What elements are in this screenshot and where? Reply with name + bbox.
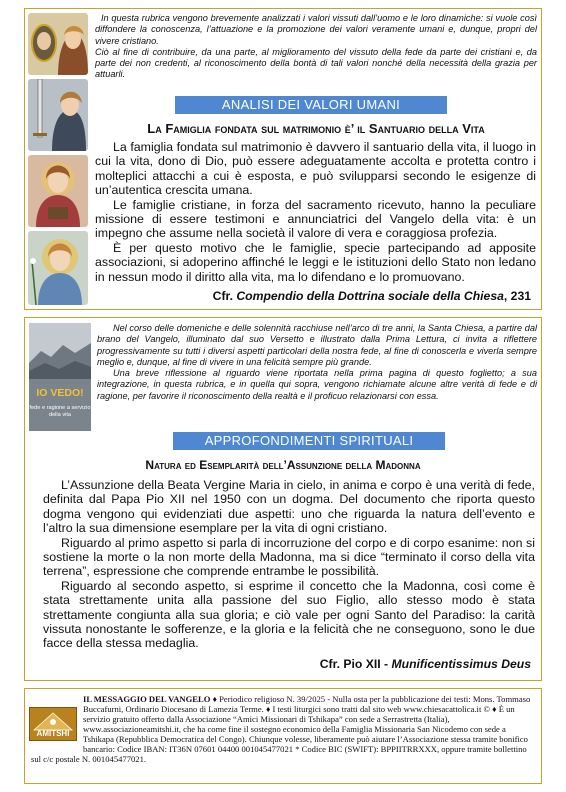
article-body <box>95 140 536 284</box>
logo-subtitle: fede e ragione a servizio della vita <box>29 405 91 418</box>
body-paragraph: È per questo motivo che le famiglie, specie partecipando ad apposite associazioni, si adoperino affinché le leggi e le istituzioni dello Stato non ledano in nessun modo il diritto alla vita, ma lo difendano e lo promuovano. <box>95 240 536 284</box>
logo-text: AMITSHI <box>36 729 70 738</box>
intro-text <box>95 13 537 81</box>
saint-image-mirror <box>28 13 88 75</box>
publication-footer <box>24 688 542 784</box>
intro-text <box>97 323 537 402</box>
article-heading <box>91 121 541 137</box>
intro-paragraph: In questa rubrica vengono brevemente analizzati i valori vissuti dall’uomo e le loro dinamiche: si vuole così diffondere la conoscenza, l’attuazione e la promozione dei valori veramente umani e, dunque, propri del vivere cristiano. <box>95 13 537 46</box>
body-paragraph: L’Assunzione della Beata Vergine Maria in cielo, in anima e corpo è una verità di fede, definita dal Papa Pio XII nel 1950 con un dogma. Del documento che riporta questo dogma vengono qui evidenziati due aspetti: uno che riguarda la natura dell’evento e l’altro la sua dimensione esemplare per la vita di ogni cristiano. <box>43 478 535 536</box>
article-title: La Famiglia fondata sul matrimonio è’ il Santuario della Vita <box>147 121 485 136</box>
citation-number: , 231 <box>503 289 531 303</box>
section-banner: ANALISI DEI VALORI UMANI <box>175 96 447 114</box>
body-paragraph: La famiglia fondata sul matrimonio è davvero il santuario della vita, il luogo in cui la vita, dono di Dio, può essere adeguatamente accolta e protetta contro i molteplici attacchi a cui è esposta, e può svilupparsi secondo le esigenze di un’autentica crescita umana. <box>95 140 536 198</box>
article-body <box>43 478 535 651</box>
body-paragraph: Riguardo al primo aspetto si parla di incorruzione del corpo e di corpo esanime: non si sostiene la morte o la non morte della Madonna, ma si dice “terminato il corso della vita terrena”, espressione che comprende entrambe le possibilità. <box>43 535 535 579</box>
citation-title: Compendio della Dottrina sociale della Chiesa <box>236 289 504 303</box>
human-values-panel <box>24 8 542 310</box>
intro-paragraph: Una breve riflessione al riguardo viene riportata nella prima pagina di questo foglietto; a sua integrazione, in questa rubrica, e in quella qui sopra, vengono richiamate alcune altre verità di fede e di ragione, per favorire il riconoscimento della realtà e il proficuo relazionarsi con essa. <box>97 368 537 401</box>
body-paragraph: Riguardo al secondo aspetto, si esprime il concetto che la Madonna, così come è stata strettamente unita alla passione del suo Figlio, allo stesso modo è stata strettamente congiunta alla sua gloria; e ciò vale per ogni Santo del Paradiso: la carità vissuta nonostante le sofferenze, e la gloria e la felicità che ne conseguono, sono le due facce della stessa medaglia. <box>43 578 535 651</box>
intro-paragraph: Ciò al fine di contribuire, da una parte, al miglioramento del vissuto della fede da parte dei cristiani e, da parte dei non credenti, al riconoscimento della bontà di tali valori nonché della necessità della grazia per attuarli. <box>95 46 537 80</box>
section-banner: APPROFONDIMENTI SPIRITUALI <box>173 432 445 450</box>
publication-title: IL MESSAGGIO DEL VANGELO <box>83 694 211 704</box>
publication-details: ♦ Periodico religioso N. 39/2025 - Nulla osta per la pubblicazione dei testi: Mons. Tommaso Buccafurni, Ordinario Diocesano di Lamezia Terme. ♦ I testi liturgici sono tratti dal sito web www.chiesacattolica.it © ♦ È un servizio gratuito offerto dalla Associazione “Amici Missionari di Tshikapa” con sede a Serrastretta (Italia), www.associazioneamitshi.it, che ha come fine il sostegno economico della Famiglia Missionaria San Nicodemo con sede a Tshikapa (Repubblica Democratica del Congo). Chiunque volesse, liberamente può aiutare l’Associazione stessa tramite bonifico bancario: Codice IBAN: IT36N 07601 04400 001045477021 * Codice BIC (SWIFT): BPPIITRRXXX, oppure tramite bollettino sul c/c postale N. 001045477021. <box>31 694 531 764</box>
saint-image-book <box>28 155 88 227</box>
footer-text <box>31 694 537 764</box>
citation <box>320 657 531 671</box>
article-title: Natura ed Esemplarità dell’Assunzione della Madonna <box>145 458 421 472</box>
citation-prefix: Cfr. <box>212 289 237 303</box>
io-vedo-logo <box>29 323 91 431</box>
intro-paragraph: Nel corso delle domeniche e delle solennità racchiuse nell’arco di tre anni, la Santa Chiesa, a partire dal brano del Vangelo, illuminato dal suo Versetto e illustrato dalla Prima Lettura, ci invita a riflettere progressivamente su tutti i diversi aspetti particolari della nostra fede, al fine di conoscerla e viverla sempre meglio e, dunque, al fine di vivere in una felicità sempre più grande. <box>97 323 537 367</box>
citation-prefix: Cfr. Pio XII - <box>319 657 392 671</box>
saint-image-sword <box>28 79 88 151</box>
body-paragraph: Le famiglie cristiane, in forza del sacramento ricevuto, hanno la peculiare missione di essere testimoni e annunciatrici del Vangelo della vita: è un impegno che assume nella società il valore di vera e coraggiosa profezia. <box>95 197 536 241</box>
citation-title: Munificentissimus Deus <box>391 657 531 671</box>
article-heading <box>35 457 531 473</box>
spiritual-insights-panel <box>24 317 542 681</box>
citation <box>213 289 531 303</box>
logo-title: IO VEDO! <box>36 387 84 399</box>
saint-image-lily <box>28 231 88 305</box>
